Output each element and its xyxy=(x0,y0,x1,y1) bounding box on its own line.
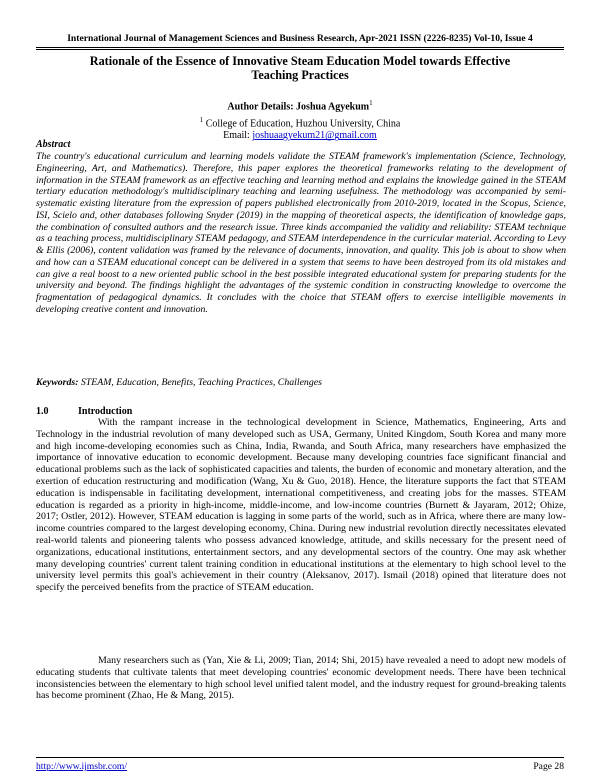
section-title: Introduction xyxy=(78,406,133,417)
affiliation-line xyxy=(60,114,540,131)
intro-paragraph-2: Many researchers such as (Yan, Xie & Li, 2009; Tian, 2014; Shi, 2015) have revealed a need to adopt new models of educating students that cultivate talents that meet developing countries' economic development needs. There have been technical inconsistencies between the elementary to high school level unified talent model, and the industry request for ground-breaking talents has become prominent (Zhao, He & Mang, 2015). xyxy=(36,655,566,702)
keywords-list: STEAM, Education, Benefits, Teaching Practices, Challenges xyxy=(80,377,322,388)
header-rule-top xyxy=(36,47,564,48)
email-label: Email: xyxy=(223,130,253,142)
title-line-2: Teaching Practices xyxy=(251,68,349,82)
affiliation-superscript: 1 xyxy=(199,115,204,124)
abstract-heading: Abstract xyxy=(36,139,71,150)
paper-title xyxy=(60,54,540,82)
keywords-label: Keywords: xyxy=(36,377,79,388)
section-heading xyxy=(36,406,132,417)
title-line-1: Rationale of the Essence of Innovative Steam Education Model towards Effective xyxy=(89,54,511,68)
email-link[interactable]: joshuaagyekum21@gmail.com xyxy=(252,130,377,142)
email-line xyxy=(60,130,540,142)
footer-rule xyxy=(36,757,564,758)
footer-url-link[interactable]: http://www.ijmsbr.com/ xyxy=(36,761,128,772)
affiliation: College of Education, Huzhou University, China xyxy=(205,118,401,130)
keywords-line xyxy=(36,377,322,388)
header-rule-bottom xyxy=(36,49,564,50)
author-block xyxy=(60,97,540,143)
author-name: Author Details: Joshua Agyekum xyxy=(227,101,370,113)
author-superscript: 1 xyxy=(369,99,373,107)
abstract-text: The country's educational curriculum and learning models validate the STEAM framework's implementation (Science, Technology, Engineering, Art, and Mathematics). Therefore, this paper explores the theoretical frameworks relating to the development of information in the STEAM framework as an effective teaching and learning method and explains the knowledge gained in the STEAM tertiary education methodology's multidisciplinary teaching and learning usefulness. The methodology was accompanied by semi-systematic existing literature from the expression of papers published electronically from 2010-2019, located in the Scopus, Science, ISI, Scielo and, other databases following Snyder (2019) in the mapping of theoretical aspects, the identification of knowledge gaps, the combination of consulted authors and the research issue. Three kinds accompanied the validity and reliability: STEAM technique as a teaching process, multidisciplinary STEAM pedagogy, and STEAM interdependence in the curricular material. According to Levy & Ellis (2006), content validation was framed by the relevance of documents, innovation, and quality. This job is about to show when and how can a STEAM educational concept can be delivered in a system that seems to have been destroyed from its old mistakes and can give a real boost to a new oriented public school in the best possible integrated educational system for preparing students for the university and beyond. The findings highlight the advantages of the systemic condition in constructing knowledge to overcome the fragmentation of pedagogical dynamics. It concludes with the choice that STEAM offers to exercise intelligible movements in developing creative content and innovation. xyxy=(36,151,566,315)
intro-paragraph-1: With the rampant increase in the technological development in Science, Mathematics, Engineering, Arts and Technology in the industrial revolution of many developed such as USA, Germany, United Kingdom, South Korea and many more and high income-developing economies such as China, India, Rwanda, and South Africa, many researchers have emphasized the importance of innovative education to economic development. Because many developing countries face significant financial and educational problems such as the lack of sophisticated capacities and talents, the burden of economic and monetary alteration, and the exertion of education restructuring and modification (Wang, Xu & Guo, 2018). Hence, the literature supports the fact that STEAM education is indispensable in facilitating development, international competitiveness, and creating jobs for the masses. STEAM education is regarded as a priority in high-income, middle-income, and low-income countries (Burnett & Jayaram, 2012; Ohize, 2017; Ostler, 2012). However, STEAM education is lagging in some parts of the world, such as in Africa, where there are many low-income countries compared to the largest developing economy, China. During new industrial revolution directly necessitates elevated real-world talents and pioneering talents who possess advanced knowledge, attitude, and skills necessary for the present need of organizations, educational institutions, entertainment sectors, and any developmental sectors of the country. One may ask whether many developing countries' current talent training condition in educational institutions at the elementary to high school level to the university level permits this goal's achievement in their country (Aleksanov, 2017). Ismail (2018) opined that literature does not specify the perceived benefits from the practice of STEAM education. xyxy=(36,417,566,594)
section-number: 1.0 xyxy=(36,406,49,417)
journal-header: International Journal of Management Sciences and Business Research, Apr-2021 ISSN (2226-8235) Vol-10, Issue 4 xyxy=(67,33,533,44)
author-line xyxy=(60,97,540,114)
page-number: Page 28 xyxy=(533,761,564,772)
